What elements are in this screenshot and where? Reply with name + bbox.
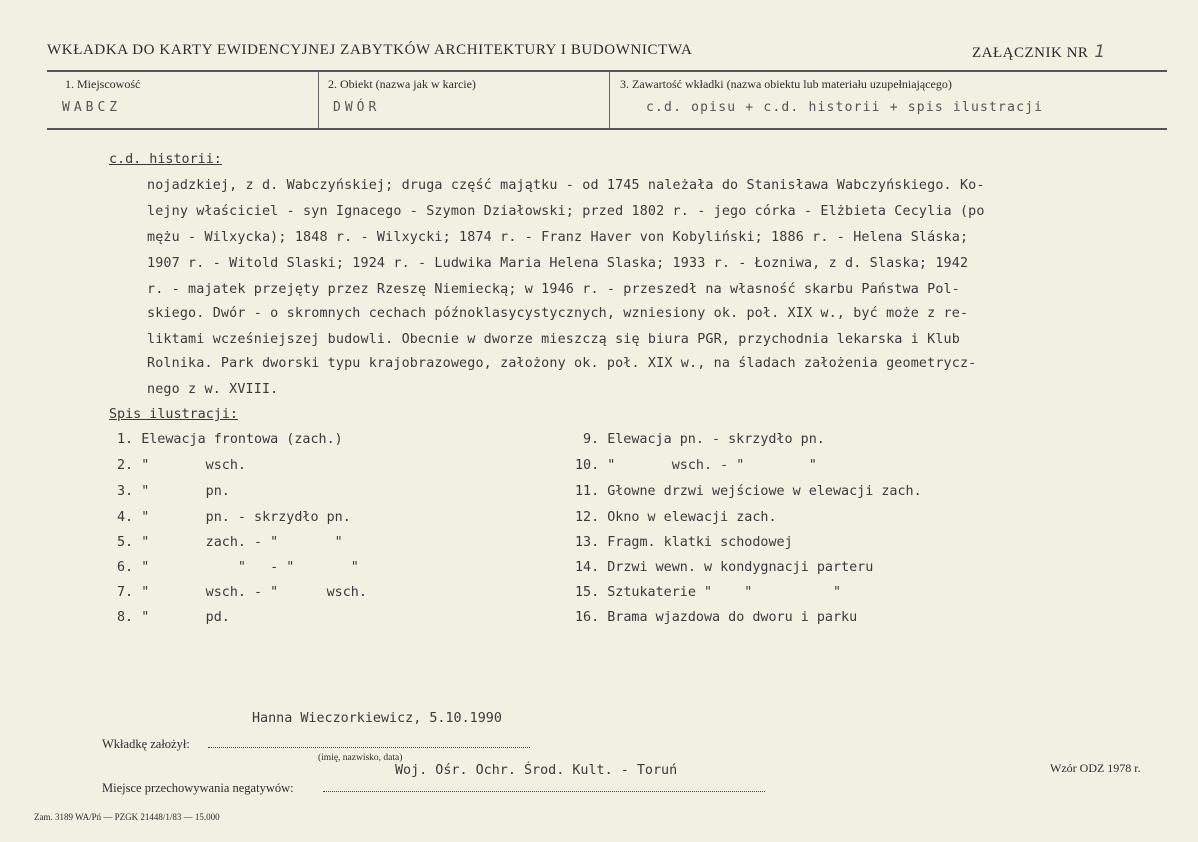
storage-label: Miejsce przechowywania negatywów: xyxy=(102,781,294,795)
illustration-num: 5. xyxy=(117,535,134,550)
author-dotline xyxy=(208,747,530,748)
field-divider-2 xyxy=(609,72,610,128)
illustration-text: Elewacja frontowa (zach.) xyxy=(141,432,343,447)
illustration-item xyxy=(575,560,873,575)
illustration-text: Elewacja pn. - skrzydło pn. xyxy=(607,432,825,447)
illustration-item xyxy=(117,610,230,625)
history-line: 1907 r. - Witold Slaski; 1924 r. - Ludwika Maria Helena Slaska; 1933 r. - Łozniwa, z d. Slaska; 1942 xyxy=(147,256,969,271)
illustration-item xyxy=(575,484,922,499)
illustration-text: Brama wjazdowa do dworu i parku xyxy=(607,610,858,625)
illustrations-heading: Spis ilustracji: xyxy=(109,407,238,422)
author-typed: Hanna Wieczorkiewicz, 5.10.1990 xyxy=(252,711,502,726)
illustration-text: Drzwi wewn. w kondygnacji parteru xyxy=(607,560,874,575)
storage-dotline xyxy=(323,791,765,792)
illustration-text: " " - " " xyxy=(141,560,359,575)
illustration-item xyxy=(575,535,793,550)
illustration-item xyxy=(117,560,359,575)
illustration-num: 16. xyxy=(575,610,600,625)
illustration-text: " zach. - " " xyxy=(141,535,343,550)
illustration-num: 8. xyxy=(117,610,134,625)
illustration-item xyxy=(117,510,351,525)
illustration-text: " pd. xyxy=(141,610,230,625)
illustration-num: 4. xyxy=(117,510,134,525)
illustration-item xyxy=(117,484,230,499)
illustration-text: Sztukaterie " " " xyxy=(607,585,842,600)
author-label: Wkładkę założył: xyxy=(102,737,190,751)
history-line: nego z w. XVIII. xyxy=(147,382,279,397)
annex-label: ZAŁĄCZNIK NR xyxy=(972,45,1089,61)
contents-value: c.d. opisu + c.d. historii + spis ilustracji xyxy=(646,100,1044,115)
illustration-num: 1. xyxy=(117,432,134,447)
print-note: Zam. 3189 WA/Pń — PZGK 21448/1/83 — 15.000 xyxy=(34,812,220,822)
annex-number: 1 xyxy=(1094,42,1106,62)
illustration-num: 2. xyxy=(117,458,134,473)
illustration-text: " wsch. - " wsch. xyxy=(141,585,367,600)
illustration-num: 7. xyxy=(117,585,134,600)
illustration-num: 3. xyxy=(117,484,134,499)
place-value: WABCZ xyxy=(62,100,122,115)
annex-label-wrap xyxy=(972,42,1106,62)
illustration-num: 14. xyxy=(575,560,600,575)
history-line: lejny właściciel - syn Ignacego - Szymon Działowski; przed 1802 r. - jego córka - Elżbieta Cecylia (po xyxy=(147,204,985,219)
illustration-item xyxy=(575,458,817,473)
illustration-item xyxy=(117,585,367,600)
illustration-num: 6. xyxy=(117,560,134,575)
contents-label: 3. Zawartość wkładki (nazwa obiektu lub materiału uzupełniającego) xyxy=(620,77,952,91)
history-line: r. - majatek przejęty przez Rzeszę Niemiecką; w 1946 r. - przeszedł na własność skarbu Państwa Pol- xyxy=(147,282,960,297)
history-line: liktami wcześniejszej budowli. Obecnie w dworze mieszczą się biura PGR, przychodnia lekarska i Klub xyxy=(147,332,960,347)
illustration-num: 10. xyxy=(575,458,600,473)
illustration-text: Głowne drzwi wejściowe w elewacji zach. xyxy=(607,484,922,499)
history-line: nojadzkiej, z d. Wabczyńskiej; druga część majątku - od 1745 należała do Stanisława Wabczyńskiego. Ko- xyxy=(147,178,985,193)
fields-rule xyxy=(47,128,1167,130)
history-heading: c.d. historii: xyxy=(109,152,222,167)
illustration-num: 11. xyxy=(575,484,600,499)
illustration-item xyxy=(575,610,857,625)
illustration-item xyxy=(583,432,825,447)
illustration-text: Okno w elewacji zach. xyxy=(607,510,777,525)
illustration-item xyxy=(117,458,246,473)
illustration-text: " pn. - skrzydło pn. xyxy=(141,510,351,525)
history-line: mężu - Wilxycka); 1848 r. - Wilxycki; 1874 r. - Franz Haver von Kobyliński; 1886 r. - Helena Sláska; xyxy=(147,230,969,245)
object-value: DWÓR xyxy=(333,100,381,115)
illustration-item xyxy=(575,510,777,525)
field-divider-1 xyxy=(318,72,319,128)
author-hint: (imię, nazwisko, data) xyxy=(318,753,403,763)
template-note: Wzór ODZ 1978 r. xyxy=(1050,761,1141,775)
illustration-text: " pn. xyxy=(141,484,230,499)
header-rule xyxy=(47,70,1167,72)
illustration-text: " wsch. xyxy=(141,458,246,473)
illustration-item xyxy=(117,535,343,550)
form-title: WKŁADKA DO KARTY EWIDENCYJNEJ ZABYTKÓW ARCHITEKTURY I BUDOWNICTWA xyxy=(47,42,693,58)
illustration-num: 13. xyxy=(575,535,600,550)
illustration-num: 15. xyxy=(575,585,600,600)
illustration-num: 12. xyxy=(575,510,600,525)
illustration-item xyxy=(117,432,343,447)
history-line: Rolnika. Park dworski typu krajobrazowego, założony ok. poł. XIX w., na śladach założenia geometrycz- xyxy=(147,356,977,371)
place-label: 1. Miejscowość xyxy=(65,77,141,91)
illustration-item xyxy=(575,585,841,600)
history-line: skiego. Dwór - o skromnych cechach późnoklasycystycznych, wzniesiony ok. poł. XIX w., być może z re- xyxy=(147,306,969,321)
object-label: 2. Obiekt (nazwa jak w karcie) xyxy=(328,77,476,91)
illustration-text: " wsch. - " " xyxy=(607,458,817,473)
illustration-num: 9. xyxy=(583,432,600,447)
illustration-text: Fragm. klatki schodowej xyxy=(607,535,793,550)
storage-typed: Woj. Ośr. Ochr. Środ. Kult. - Toruń xyxy=(395,763,678,778)
